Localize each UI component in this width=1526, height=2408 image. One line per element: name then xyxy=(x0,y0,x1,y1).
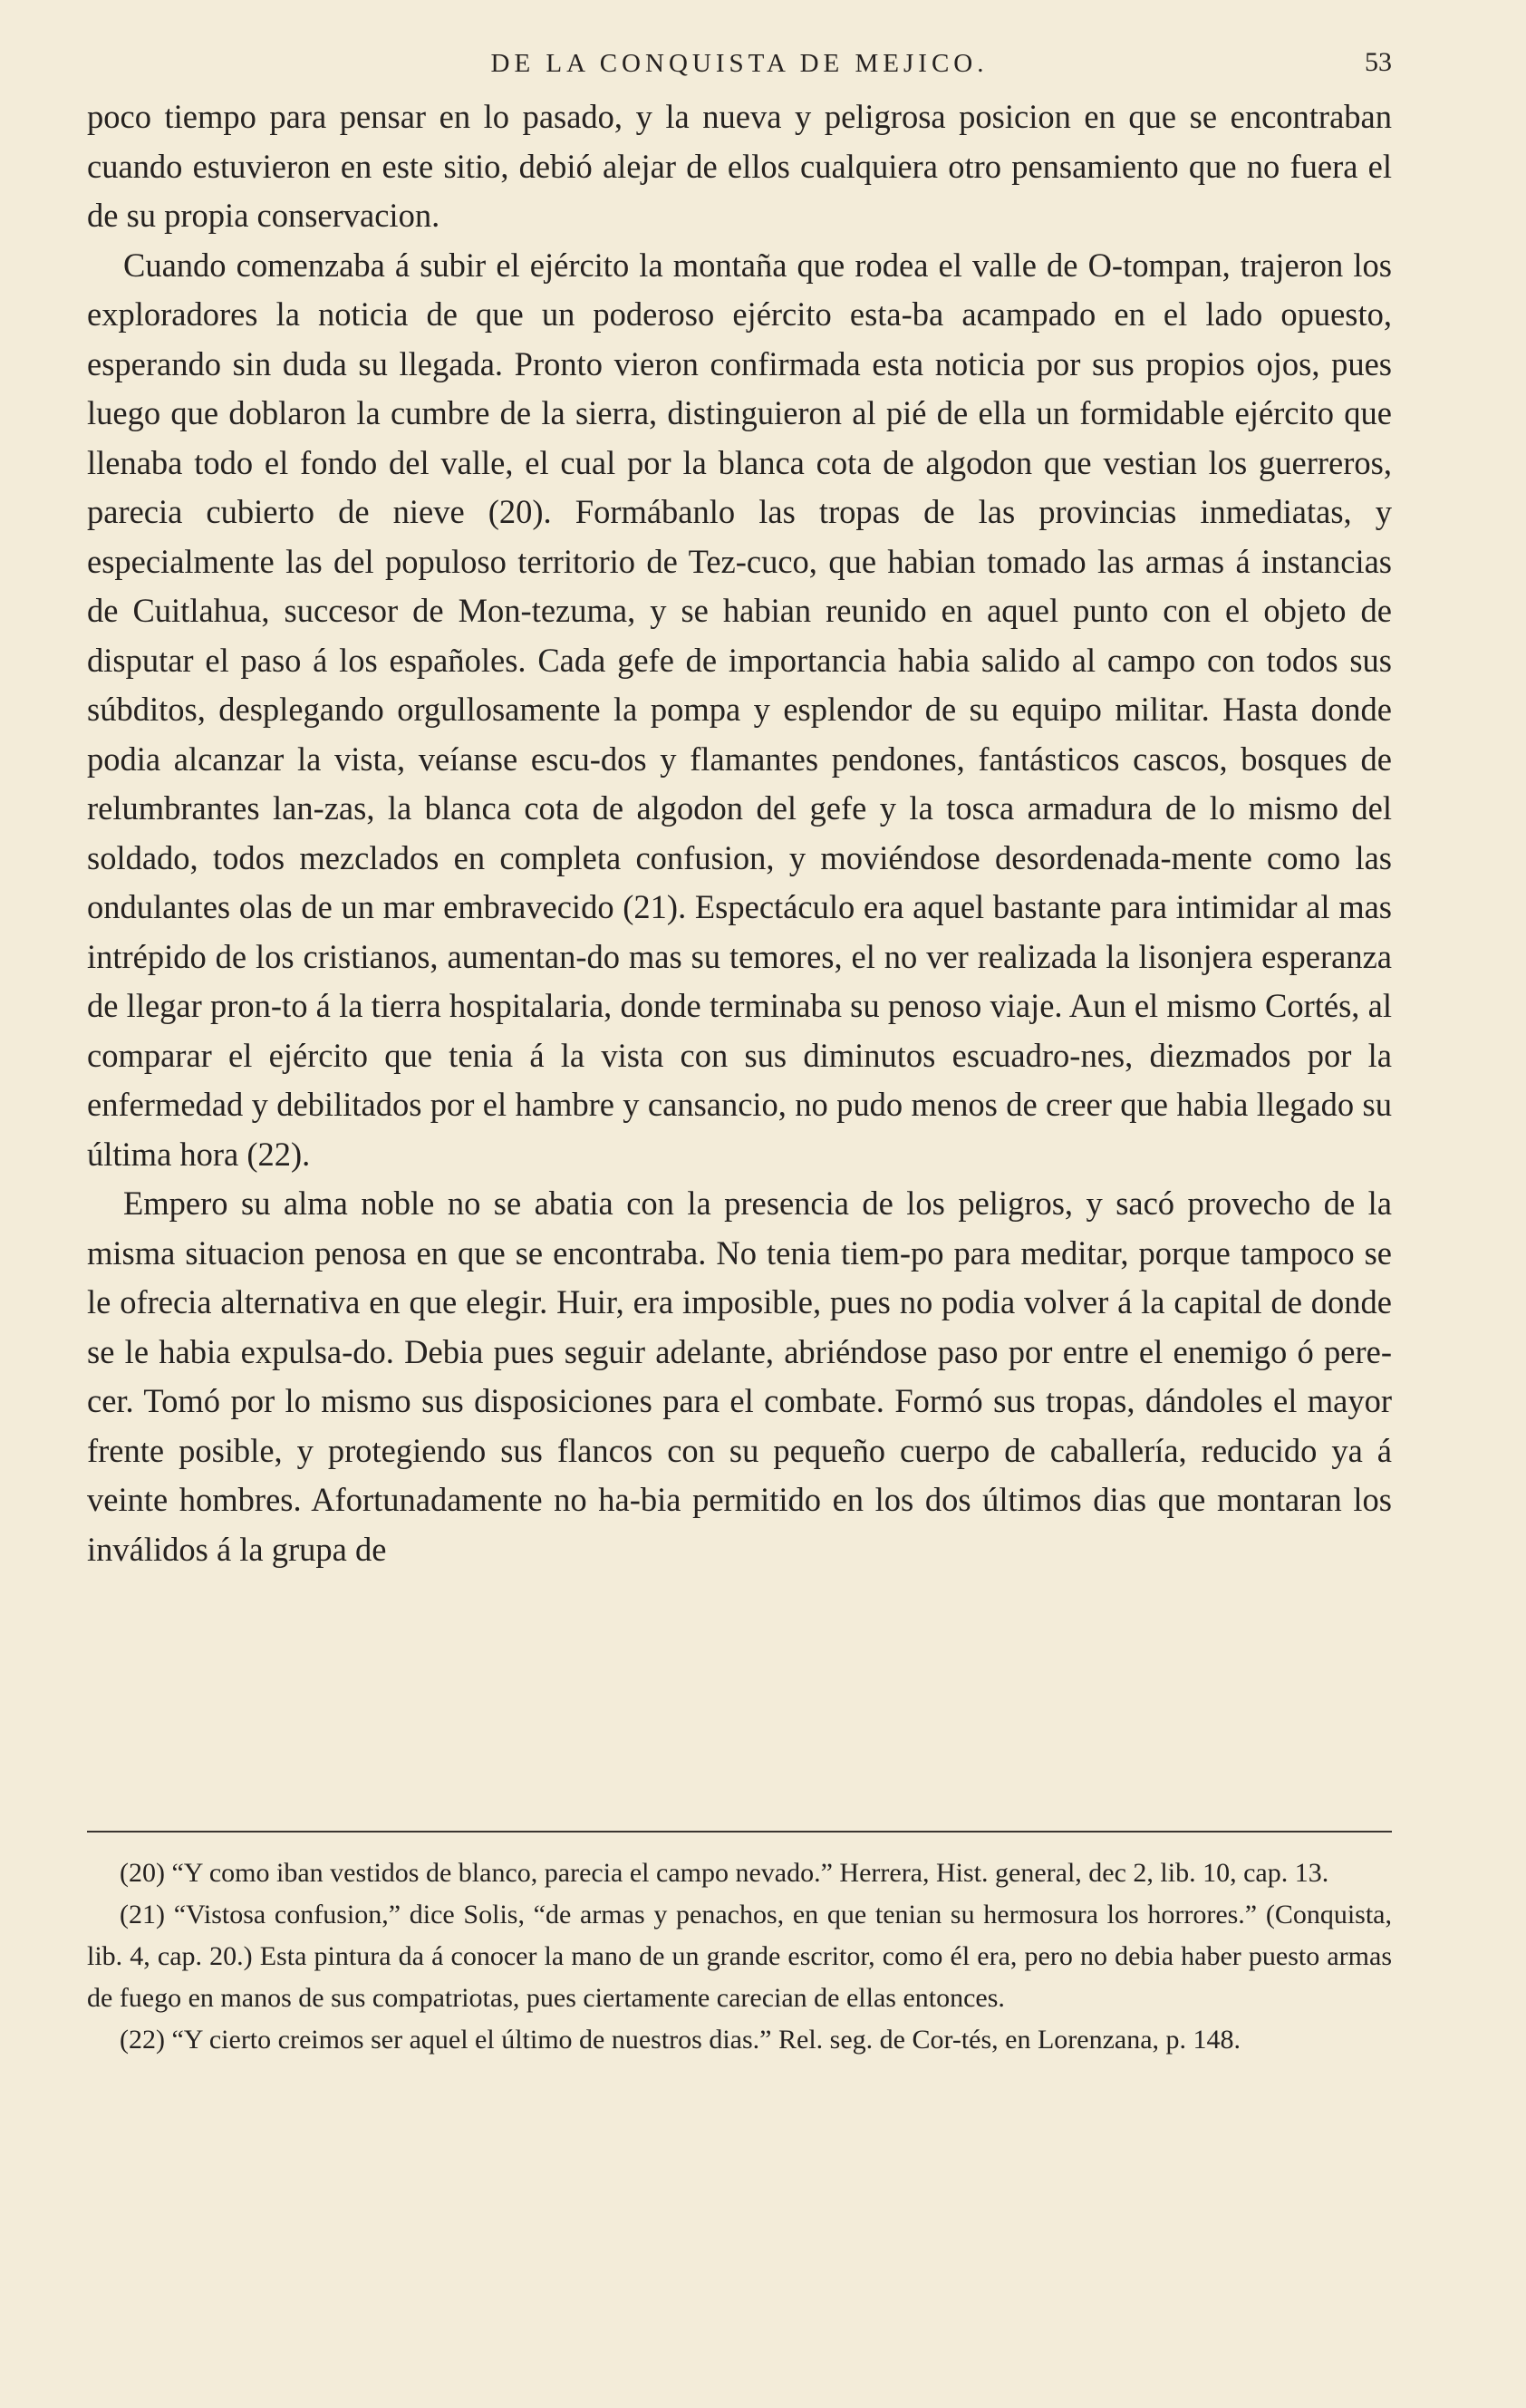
body-text xyxy=(87,92,1392,1574)
footnote-20: (20) “Y como iban vestidos de blanco, parecia el campo nevado.” Herrera, Hist. general, dec 2, lib. 10, cap. 13. xyxy=(120,1858,1329,1888)
paragraph-3: Empero su alma noble no se abatia con la presencia de los peligros, y sacó provecho de la misma situacion penosa en que se encontraba. No tenia tiem-po para meditar, porque tampoco se le ofrecia alternativa en que elegir. Huir, era imposible, pues no podia volver á la capital de donde se le habia expulsa-do. Debia pues seguir adelante, abriéndose paso por entre el enemigo ó pere-cer. Tomó por lo mismo sus disposiciones para el combate. Formó sus tropas, dándoles el mayor frente posible, y protegiendo sus flancos con su pequeño cuerpo de caballería, reducido ya á veinte hombres. Afortunadamente no ha-bia permitido en los dos últimos dias que montaran los inválidos á la grupa de xyxy=(87,1185,1392,1568)
footnote-21: (21) “Vistosa confusion,” dice Solis, “de armas y penachos, en que tenian su hermosura los horrores.” (Conquista, lib. 4, cap. 20.) Esta pintura da á conocer la mano de un grande escritor, como él era, pero no debia haber puesto armas de fuego en manos de sus compatriotas, pues ciertamente carecian de ellas entonces. xyxy=(87,1900,1392,2013)
page-number: 53 xyxy=(1365,47,1392,77)
running-head xyxy=(87,44,1392,89)
running-title: DE LA CONQUISTA DE MEJICO. xyxy=(490,49,989,78)
paragraph-2: Cuando comenzaba á subir el ejército la montaña que rodea el valle de O-tompan, trajeron los exploradores la noticia de que un poderoso ejército esta-ba acampado en el lado opuesto, esperando sin duda su llegada. Pronto vieron confirmada esta noticia por sus propios ojos, pues luego que doblaron la cumbre de la sierra, distinguieron al pié de ella un formidable ejército que llenaba todo el fondo del valle, el cual por la blanca cota de algodon que vestian los guerreros, parecia cubierto de nieve (20). Formábanlo las tropas de las provincias inmediatas, y especialmente las del populoso territorio de Tez-cuco, que habian tomado las armas á instancias de Cuitlahua, succesor de Mon-tezuma, y se habian reunido en aquel punto con el objeto de disputar el paso á los españoles. Cada gefe de importancia habia salido al campo con todos sus súbditos, desplegando orgullosamente la pompa y esplendor de su equipo militar. Hasta donde podia alcanzar la vista, veíanse escu-dos y flamantes pendones, fantásticos cascos, bosques de relumbrantes lan-zas, la blanca cota de algodon del gefe y la tosca armadura de lo mismo del soldado, todos mezclados en completa confusion, y moviéndose desordenada-mente como las ondulantes olas de un mar embravecido (21). Espectáculo era aquel bastante para intimidar al mas intrépido de los cristianos, aumentan-do mas su temores, el no ver realizada la lisonjera esperanza de llegar pron-to á la tierra hospitalaria, donde terminaba su penoso viaje. Aun el mismo Cortés, al comparar el ejército que tenia á la vista con sus diminutos escuadro-nes, diezmados por la enfermedad y debilitados por el hambre y cansancio, no pudo menos de creer que habia llegado su última hora (22). xyxy=(87,246,1392,1173)
footnote-rule xyxy=(87,1831,1392,1833)
footnote-22: (22) “Y cierto creimos ser aquel el último de nuestros dias.” Rel. seg. de Cor-tés, en Lorenzana, p. 148. xyxy=(120,2025,1241,2055)
footnotes xyxy=(87,1852,1392,2061)
paragraph-1: poco tiempo para pensar en lo pasado, y la nueva y peligrosa posicion en que se encontraban cuando estuvieron en este sitio, debió alejar de ellos cualquiera otro pensamiento que no fuera el de su propia conservacion. xyxy=(87,98,1392,234)
